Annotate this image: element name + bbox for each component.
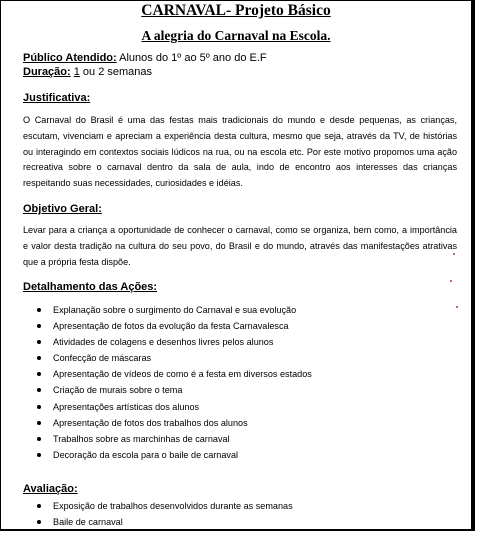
justificativa-text: O Carnaval do Brasil é uma das festas mais tradicionais do mundo e desde pequenas, as crianças, escutam, vivenciam e apreciam a experiência desta cultura, mesmo que seja, através da TV, de histórias ou interagindo em contextos sociais lúdicos na rua, ou na escola etc. Por este motivo propomos uma ação recreativa sobre o carnaval dentro da sala de aula, indo de encontro aos interesses das crianças respeitando suas necessidades, curiosidades e idéias. xyxy=(23,115,457,189)
avaliacao-heading: Avaliação: xyxy=(23,483,78,495)
justificativa-heading: Justificativa: xyxy=(23,92,91,104)
publico-line xyxy=(23,51,267,65)
duracao-label: Duração: xyxy=(23,66,71,78)
objetivo-text: Levar para a criança a oportunidade de conhecer o carnaval, como se organiza, bem como, a importância e valor desta tradição na cultura do seu povo, do Brasil e do mundo, através das manifestações atrativas que a própria festa dispõe. xyxy=(23,225,457,267)
speck-mark xyxy=(453,253,455,255)
list-item: Confecção de máscaras xyxy=(37,350,312,366)
list-item: Apresentação de vídeos de como é a festa em diversos estados xyxy=(37,366,312,382)
acoes-heading: Detalhamento das Ações: xyxy=(23,281,158,293)
publico-value: Alunos do 1º ao 5º ano do E.F xyxy=(119,52,267,64)
avaliacao-list xyxy=(37,498,293,530)
document-subtitle: A alegria do Carnaval na Escola. xyxy=(141,28,331,43)
list-item: Apresentação de fotos dos trabalhos dos alunos xyxy=(37,415,312,431)
publico-label: Público Atendido: xyxy=(23,52,117,64)
list-item: Apresentações artísticas dos alunos xyxy=(37,399,312,415)
list-item: Baile de carnaval xyxy=(37,514,293,530)
document-title: CARNAVAL- Projeto Básico xyxy=(141,2,331,19)
duracao-value-number: 1 xyxy=(73,66,80,78)
list-item: Apresentação de fotos da evolução da festa Carnavalesca xyxy=(37,318,312,334)
objetivo-heading: Objetivo Geral: xyxy=(23,203,102,215)
list-item: Explanação sobre o surgimento do Carnaval e sua evolução xyxy=(37,302,312,318)
speck-mark xyxy=(456,306,458,308)
duracao-line xyxy=(23,65,152,79)
list-item: Trabalhos sobre as marchinhas de carnaval xyxy=(37,431,312,447)
speck-mark xyxy=(450,280,452,282)
list-item: Decoração da escola para o baile de carnaval xyxy=(37,447,312,463)
acoes-list xyxy=(37,302,312,463)
list-item: Exposição de trabalhos desenvolvidos durante as semanas xyxy=(37,498,293,514)
list-item: Atividades de colagens e desenhos livres pelos alunos xyxy=(37,334,312,350)
list-item: Criação de murais sobre o tema xyxy=(37,382,312,398)
duracao-value-rest: ou 2 semanas xyxy=(79,66,153,78)
